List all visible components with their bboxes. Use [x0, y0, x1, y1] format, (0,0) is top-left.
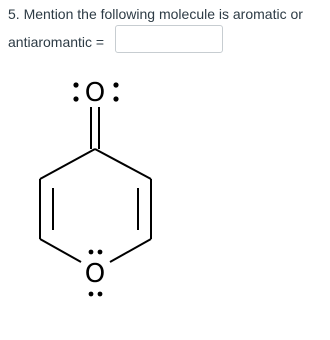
ring-bond: [40, 239, 81, 262]
question-text-continued: antiaromantic =: [8, 34, 105, 50]
lone-pair-dot: [113, 82, 118, 87]
oxygen-atom-top: O: [84, 78, 106, 108]
lone-pair-dot: [73, 96, 78, 101]
answer-input[interactable]: [115, 25, 223, 53]
lone-pair-dot: [89, 292, 94, 297]
ring-bond: [40, 149, 95, 179]
ring-bond: [95, 149, 151, 179]
molecule-structure: [0, 60, 330, 340]
lone-pair-dot: [89, 250, 94, 255]
lone-pair-dot: [98, 250, 103, 255]
lone-pair-dot: [98, 292, 103, 297]
oxygen-atom-ring: O: [84, 259, 106, 289]
lone-pair-dot: [73, 82, 78, 87]
ring-bond: [110, 239, 151, 262]
lone-pair-dot: [113, 96, 118, 101]
question-text: 5. Mention the following molecule is aromatic or: [8, 6, 303, 22]
